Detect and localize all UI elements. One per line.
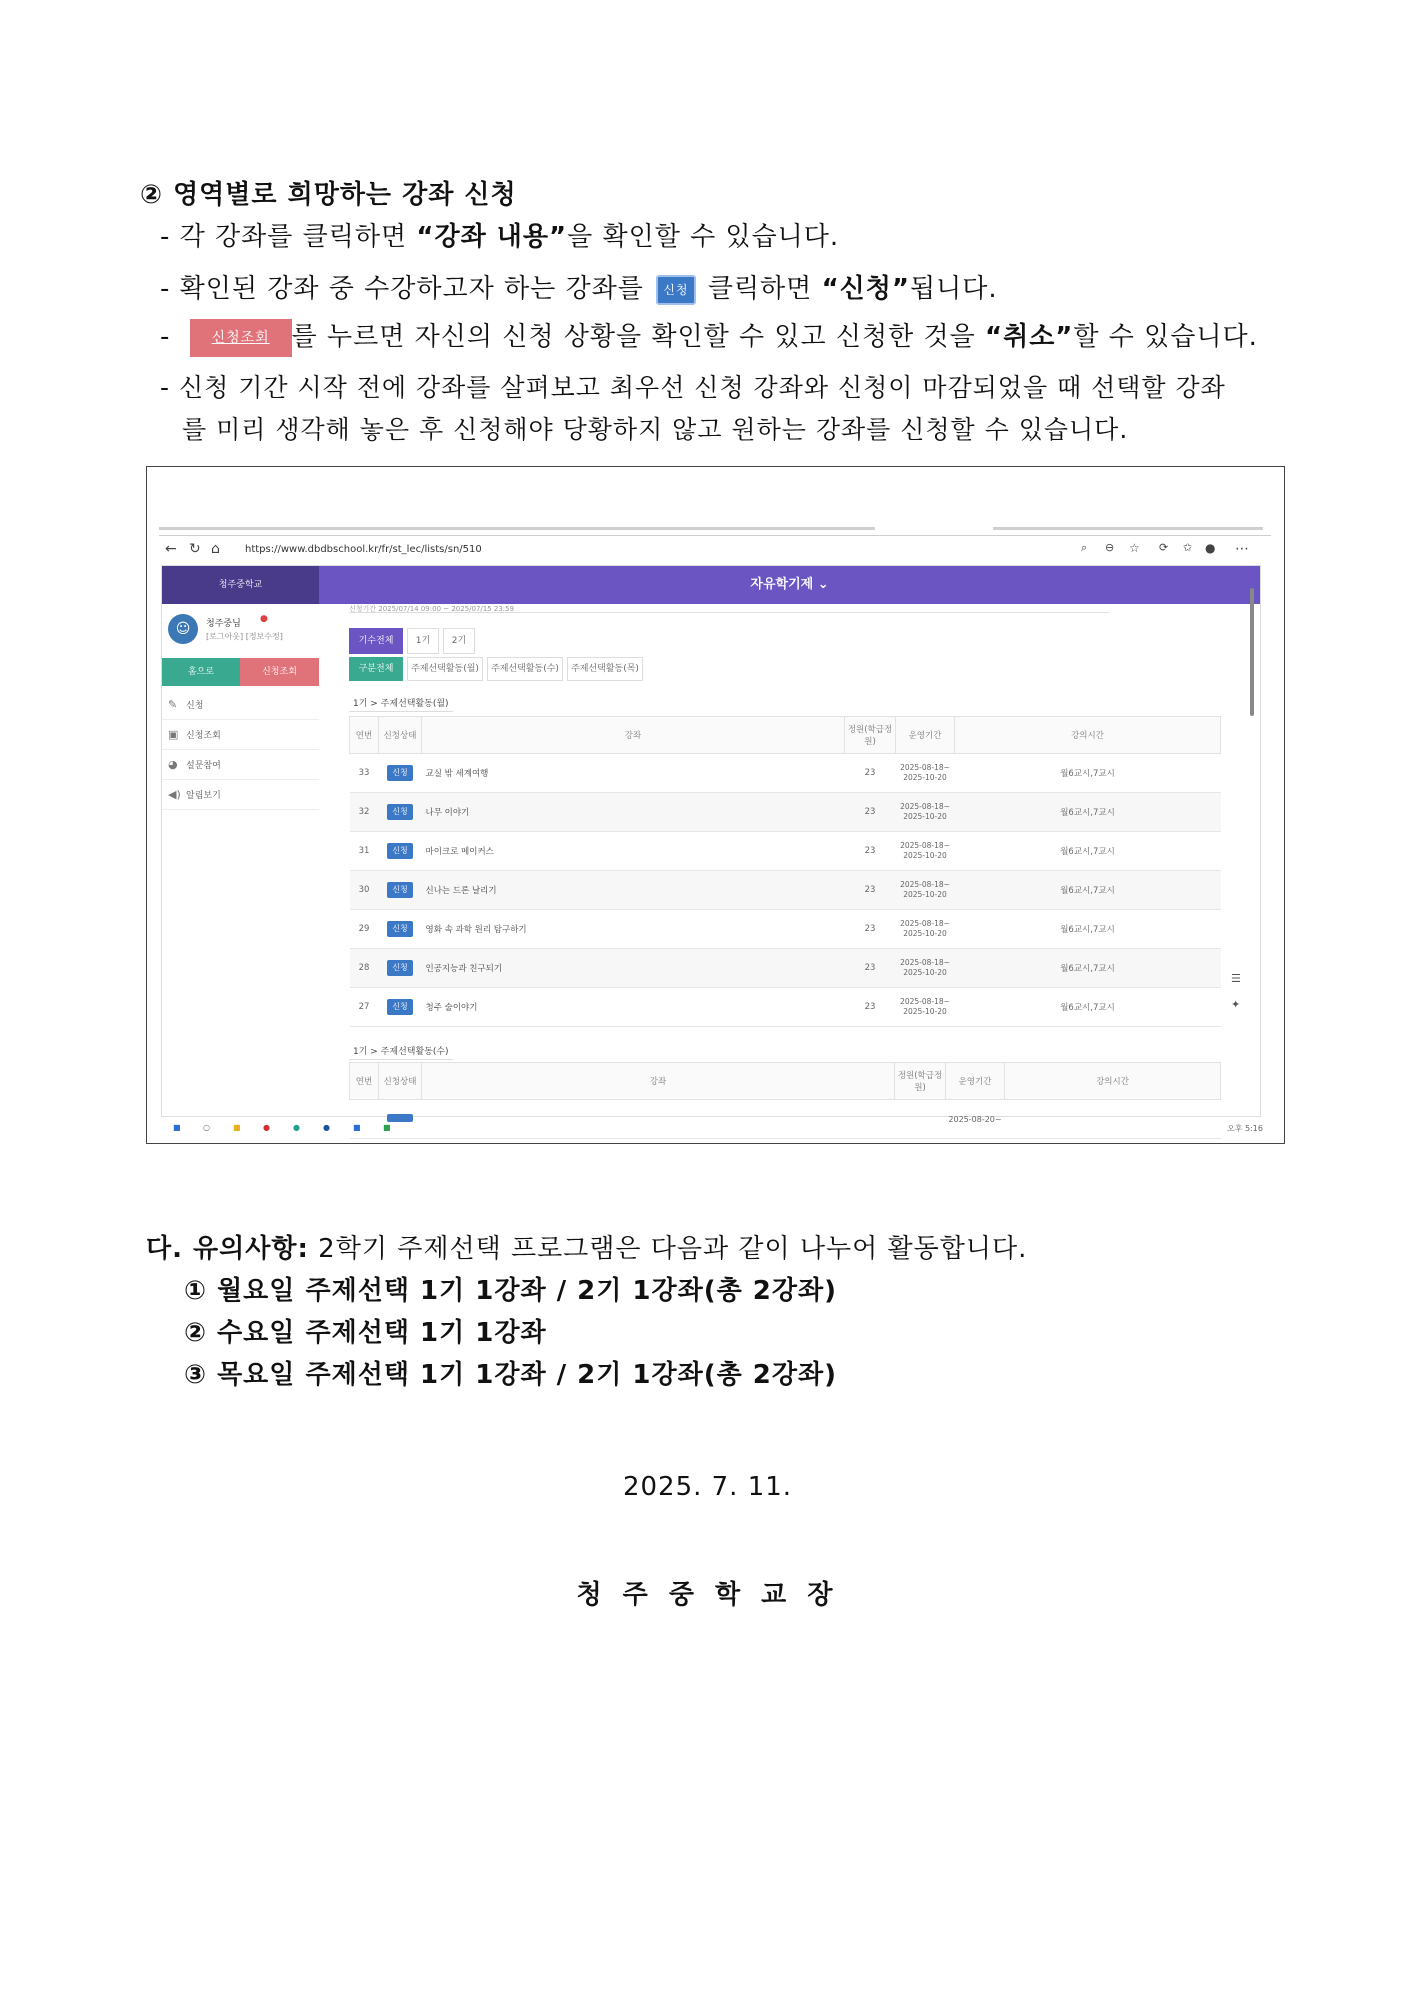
period-start: 2025-08-18~ — [900, 880, 950, 889]
col-period: 운영기간 — [946, 1063, 1005, 1100]
profile-icon[interactable]: ● — [1205, 541, 1216, 555]
table-row[interactable] — [350, 871, 1221, 910]
speaker-icon: ◀) — [168, 788, 181, 801]
avatar: ☺ — [168, 614, 198, 644]
bullet-4-line-1: - 신청 기간 시작 전에 강좌를 살펴보고 최우선 신청 강좌와 신청이 마감되었을 때 선택할 강좌 — [160, 373, 1226, 402]
table-header — [350, 717, 1221, 754]
notice-item-1: ① 월요일 주제선택 1기 1강좌 / 2기 1강좌(총 2강좌) — [184, 1276, 837, 1306]
lecture-time: 월6교시,7교시 — [955, 949, 1221, 988]
app-icon-2[interactable]: ● — [293, 1123, 300, 1132]
windows-icon[interactable]: ■ — [173, 1123, 181, 1132]
period-start: 2025-08-18~ — [900, 958, 950, 967]
sidebar-item-label: 알림보기 — [186, 791, 221, 801]
apply-button[interactable]: 신청 — [387, 765, 413, 781]
capacity: 23 — [845, 832, 896, 871]
bullet-1 — [160, 216, 839, 253]
tab-all-categories[interactable]: 구분전체 — [349, 657, 403, 681]
course-title[interactable]: 청주 술이야기 — [422, 988, 845, 1027]
period-cell — [896, 949, 955, 988]
reader-icon[interactable]: ⊖ — [1105, 541, 1115, 554]
list-icon[interactable]: ☰ — [1231, 972, 1241, 985]
more-icon[interactable]: ⋯ — [1235, 541, 1249, 557]
apply-button[interactable]: 신청 — [387, 882, 413, 898]
sidebar-menu — [162, 690, 319, 810]
bullet-1-text-a: - 각 강좌를 클릭하면 — [160, 222, 417, 252]
signature: 청 주 중 학 교 장 — [576, 1580, 839, 1610]
sidebar-buttons — [162, 658, 319, 686]
col-course: 강좌 — [422, 1063, 895, 1100]
period-start: 2025-08-18~ — [900, 841, 950, 850]
course-title[interactable]: 영화 속 과학 원리 탐구하기 — [422, 910, 845, 949]
lecture-time: 월6교시,7교시 — [955, 910, 1221, 949]
section-wednesday: 1기 > 주제선택활동(수) — [349, 1044, 453, 1060]
period-cell — [896, 832, 955, 871]
apply-button[interactable]: 신청 — [387, 843, 413, 859]
bullet-2 — [160, 268, 998, 305]
notice — [146, 1228, 1027, 1265]
row-no: 30 — [350, 871, 379, 910]
bullet-3 — [160, 316, 1258, 357]
browser-window — [159, 527, 1271, 1127]
table-row[interactable] — [350, 754, 1221, 793]
period-cell — [896, 754, 955, 793]
folder-icon[interactable]: ■ — [233, 1123, 241, 1132]
course-title[interactable]: 마이크로 메이커스 — [422, 832, 845, 871]
bullet-4-line-2: 를 미리 생각해 놓은 후 신청해야 당황하지 않고 원하는 강좌를 신청할 수 있습니다. — [182, 415, 1129, 444]
sidebar-item-survey[interactable] — [162, 750, 319, 780]
capacity: 23 — [845, 949, 896, 988]
app-icon-1[interactable]: ● — [263, 1123, 270, 1132]
sidebar-item-label: 신청 — [186, 701, 204, 711]
col-capacity: 정원(학급정원) — [895, 1063, 946, 1100]
star-icon[interactable]: ☆ — [1129, 541, 1140, 555]
bullet-3-text-a: 를 누르면 자신의 신청 상황을 확인할 수 있고 신청한 것을 — [291, 322, 985, 352]
lecture-time: 월6교시,7교시 — [955, 988, 1221, 1027]
period-cell — [896, 910, 955, 949]
tab-wednesday[interactable]: 주제선택활동(수) — [487, 657, 563, 681]
bullet-3-text-c: 할 수 있습니다. — [1073, 322, 1258, 352]
period-start: 2025-08-18~ — [900, 919, 950, 928]
period-cell — [896, 793, 955, 832]
taskbar — [159, 1123, 1271, 1133]
notice-item-3: ③ 목요일 주제선택 1기 1강좌 / 2기 1강좌(총 2강좌) — [184, 1360, 837, 1390]
apply-button[interactable]: 신청 — [387, 999, 413, 1015]
row-no: 33 — [350, 754, 379, 793]
table-header — [350, 1063, 1221, 1100]
period-info: 신청기간 2025/07/14 09:00 ~ 2025/07/15 23:59 — [349, 604, 1109, 613]
apply-button[interactable]: 신청 — [387, 921, 413, 937]
sidebar-item-notice[interactable] — [162, 780, 319, 810]
bullet-2-text-d: 됩니다. — [909, 274, 998, 304]
notice-label: 다. 유의사항: — [146, 1234, 309, 1264]
scrollbar-thumb[interactable] — [1250, 588, 1254, 716]
col-status: 신청상태 — [379, 717, 422, 754]
period-end: 2025-10-20 — [903, 890, 947, 899]
document-date: 2025. 7. 11. — [622, 1472, 793, 1502]
bullet-3-emphasis: “취소” — [984, 322, 1074, 352]
period-cell — [896, 988, 955, 1027]
table-row[interactable] — [350, 793, 1221, 832]
table-row[interactable] — [350, 988, 1221, 1027]
bullet-2-text-b: 클릭하면 — [707, 274, 822, 304]
edit-icon: ✎ — [168, 698, 178, 711]
apply-button[interactable]: 신청 — [387, 804, 413, 820]
tab-period-2[interactable]: 2기 — [443, 628, 475, 654]
period-start: 2025-08-18~ — [900, 802, 950, 811]
bullet-1-text-c: 을 확인할 수 있습니다. — [567, 222, 840, 252]
col-status: 신청상태 — [379, 1063, 422, 1100]
tab-monday[interactable]: 주제선택활동(월) — [407, 657, 483, 681]
zoom-icon[interactable]: ⌕ — [1081, 541, 1088, 554]
notice-text: 2학기 주제선택 프로그램은 다음과 같이 나누어 활동합니다. — [308, 1234, 1028, 1264]
tab-period-1[interactable]: 1기 — [407, 628, 439, 654]
sidebar-item-label: 신청조회 — [186, 731, 221, 741]
course-title[interactable]: 나무 이야기 — [422, 793, 845, 832]
capacity: 23 — [845, 871, 896, 910]
apply-button-sample: 신청 — [656, 275, 696, 305]
col-time: 강의시간 — [1005, 1063, 1221, 1100]
period-end: 2025-10-20 — [903, 929, 947, 938]
period-cell: 2025-08-20~ — [946, 1100, 1005, 1139]
school-name[interactable]: 청주중학교 — [162, 566, 319, 604]
lecture-time: 월6교시,7교시 — [955, 832, 1221, 871]
favorites-icon[interactable]: ✩ — [1183, 541, 1193, 554]
capacity: 23 — [845, 754, 896, 793]
period-start: 2025-08-18~ — [900, 997, 950, 1006]
notice-item-2: ② 수요일 주제선택 1기 1강좌 — [184, 1318, 547, 1348]
tab-thursday[interactable]: 주제선택활동(목) — [567, 657, 643, 681]
course-title[interactable]: 교실 밖 세계여행 — [422, 754, 845, 793]
table-row[interactable] — [350, 832, 1221, 871]
row-no: 27 — [350, 988, 379, 1027]
url-text[interactable]: https://www.dbdbschool.kr/fr/st_lec/lists/sn/510 — [245, 544, 482, 555]
period-cell — [896, 871, 955, 910]
period-end: 2025-10-20 — [903, 1007, 947, 1016]
table-row[interactable] — [350, 910, 1221, 949]
lecture-time: 월6교시,7교시 — [955, 754, 1221, 793]
course-table-monday — [349, 716, 1221, 1027]
course-title[interactable]: 신나는 드론 날리기 — [422, 871, 845, 910]
pie-icon: ◕ — [168, 758, 178, 771]
address-bar — [159, 539, 1271, 563]
period-start: 2025-08-18~ — [900, 763, 950, 772]
browser-tab-strip — [159, 527, 1271, 536]
lecture-time: 월6교시,7교시 — [955, 871, 1221, 910]
course-title[interactable]: 인공지능과 친구되기 — [422, 949, 845, 988]
sidebar-item-label: 설문참여 — [186, 761, 221, 771]
row-no: 29 — [350, 910, 379, 949]
col-no: 연번 — [350, 1063, 379, 1100]
bullet-1-emphasis: “강좌 내용” — [416, 222, 568, 252]
apply-button[interactable]: 신청 — [387, 960, 413, 976]
profile — [168, 614, 318, 654]
profile-name: 청주중님 — [206, 619, 241, 629]
table-row[interactable] — [350, 949, 1221, 988]
bullet-2-emphasis: “신청” — [821, 274, 910, 304]
home-button[interactable]: 홈으로 — [162, 658, 240, 686]
app-icon-5[interactable]: ■ — [383, 1123, 391, 1132]
section-monday: 1기 > 주제선택활동(월) — [349, 696, 453, 712]
app-icon-4[interactable]: ■ — [353, 1123, 361, 1132]
extensions-icon[interactable]: ⟳ — [1159, 541, 1169, 554]
col-capacity: 정원(학급정원) — [845, 717, 896, 754]
header-title[interactable]: 자유학기제 ⌄ — [319, 566, 1260, 604]
refresh-icon[interactable]: ↻ — [189, 541, 201, 557]
period-end: 2025-10-20 — [903, 968, 947, 977]
embedded-screenshot — [146, 466, 1285, 1144]
bullet-3-dash: - — [160, 322, 171, 352]
period-end: 2025-10-20 — [903, 851, 947, 860]
lookup-button[interactable]: 신청조회 — [240, 658, 319, 686]
image-icon: ▣ — [168, 728, 179, 741]
bell-icon[interactable]: ● — [260, 614, 268, 624]
row-no: 28 — [350, 949, 379, 988]
search-icon[interactable]: ○ — [203, 1123, 210, 1132]
col-no: 연번 — [350, 717, 379, 754]
clock[interactable]: 오후 5:16 — [1227, 1124, 1263, 1133]
row-no: 31 — [350, 832, 379, 871]
tab-all-periods[interactable]: 기수전체 — [349, 628, 403, 654]
home-icon[interactable]: ⌂ — [211, 541, 220, 557]
apply-button[interactable] — [387, 1114, 413, 1122]
col-period: 운영기간 — [896, 717, 955, 754]
period-end: 2025-10-20 — [903, 812, 947, 821]
period-end: 2025-10-20 — [903, 773, 947, 782]
capacity: 23 — [845, 793, 896, 832]
lecture-time: 월6교시,7교시 — [955, 793, 1221, 832]
capacity: 23 — [845, 988, 896, 1027]
profile-links[interactable]: [로그아웃] [정보수정] — [206, 632, 283, 641]
sparkle-icon[interactable]: ✦ — [1231, 998, 1241, 1011]
section-heading: ② 영역별로 희망하는 강좌 신청 — [140, 180, 517, 210]
sidebar-item-lookup[interactable] — [162, 720, 319, 750]
lookup-button-sample: 신청조회 — [190, 319, 292, 357]
scrollbar[interactable] — [1248, 568, 1256, 1108]
web-app — [161, 565, 1261, 1124]
bullet-2-text-a: - 확인된 강좌 중 수강하고자 하는 강좌를 — [160, 274, 644, 304]
back-icon[interactable]: ← — [165, 541, 177, 557]
sidebar — [162, 604, 320, 1116]
row-no: 32 — [350, 793, 379, 832]
app-icon-3[interactable]: ● — [323, 1123, 330, 1132]
col-course: 강좌 — [422, 717, 845, 754]
main-content — [319, 604, 1260, 1124]
col-time: 강의시간 — [955, 717, 1221, 754]
capacity: 23 — [845, 910, 896, 949]
sidebar-item-apply[interactable] — [162, 690, 319, 720]
